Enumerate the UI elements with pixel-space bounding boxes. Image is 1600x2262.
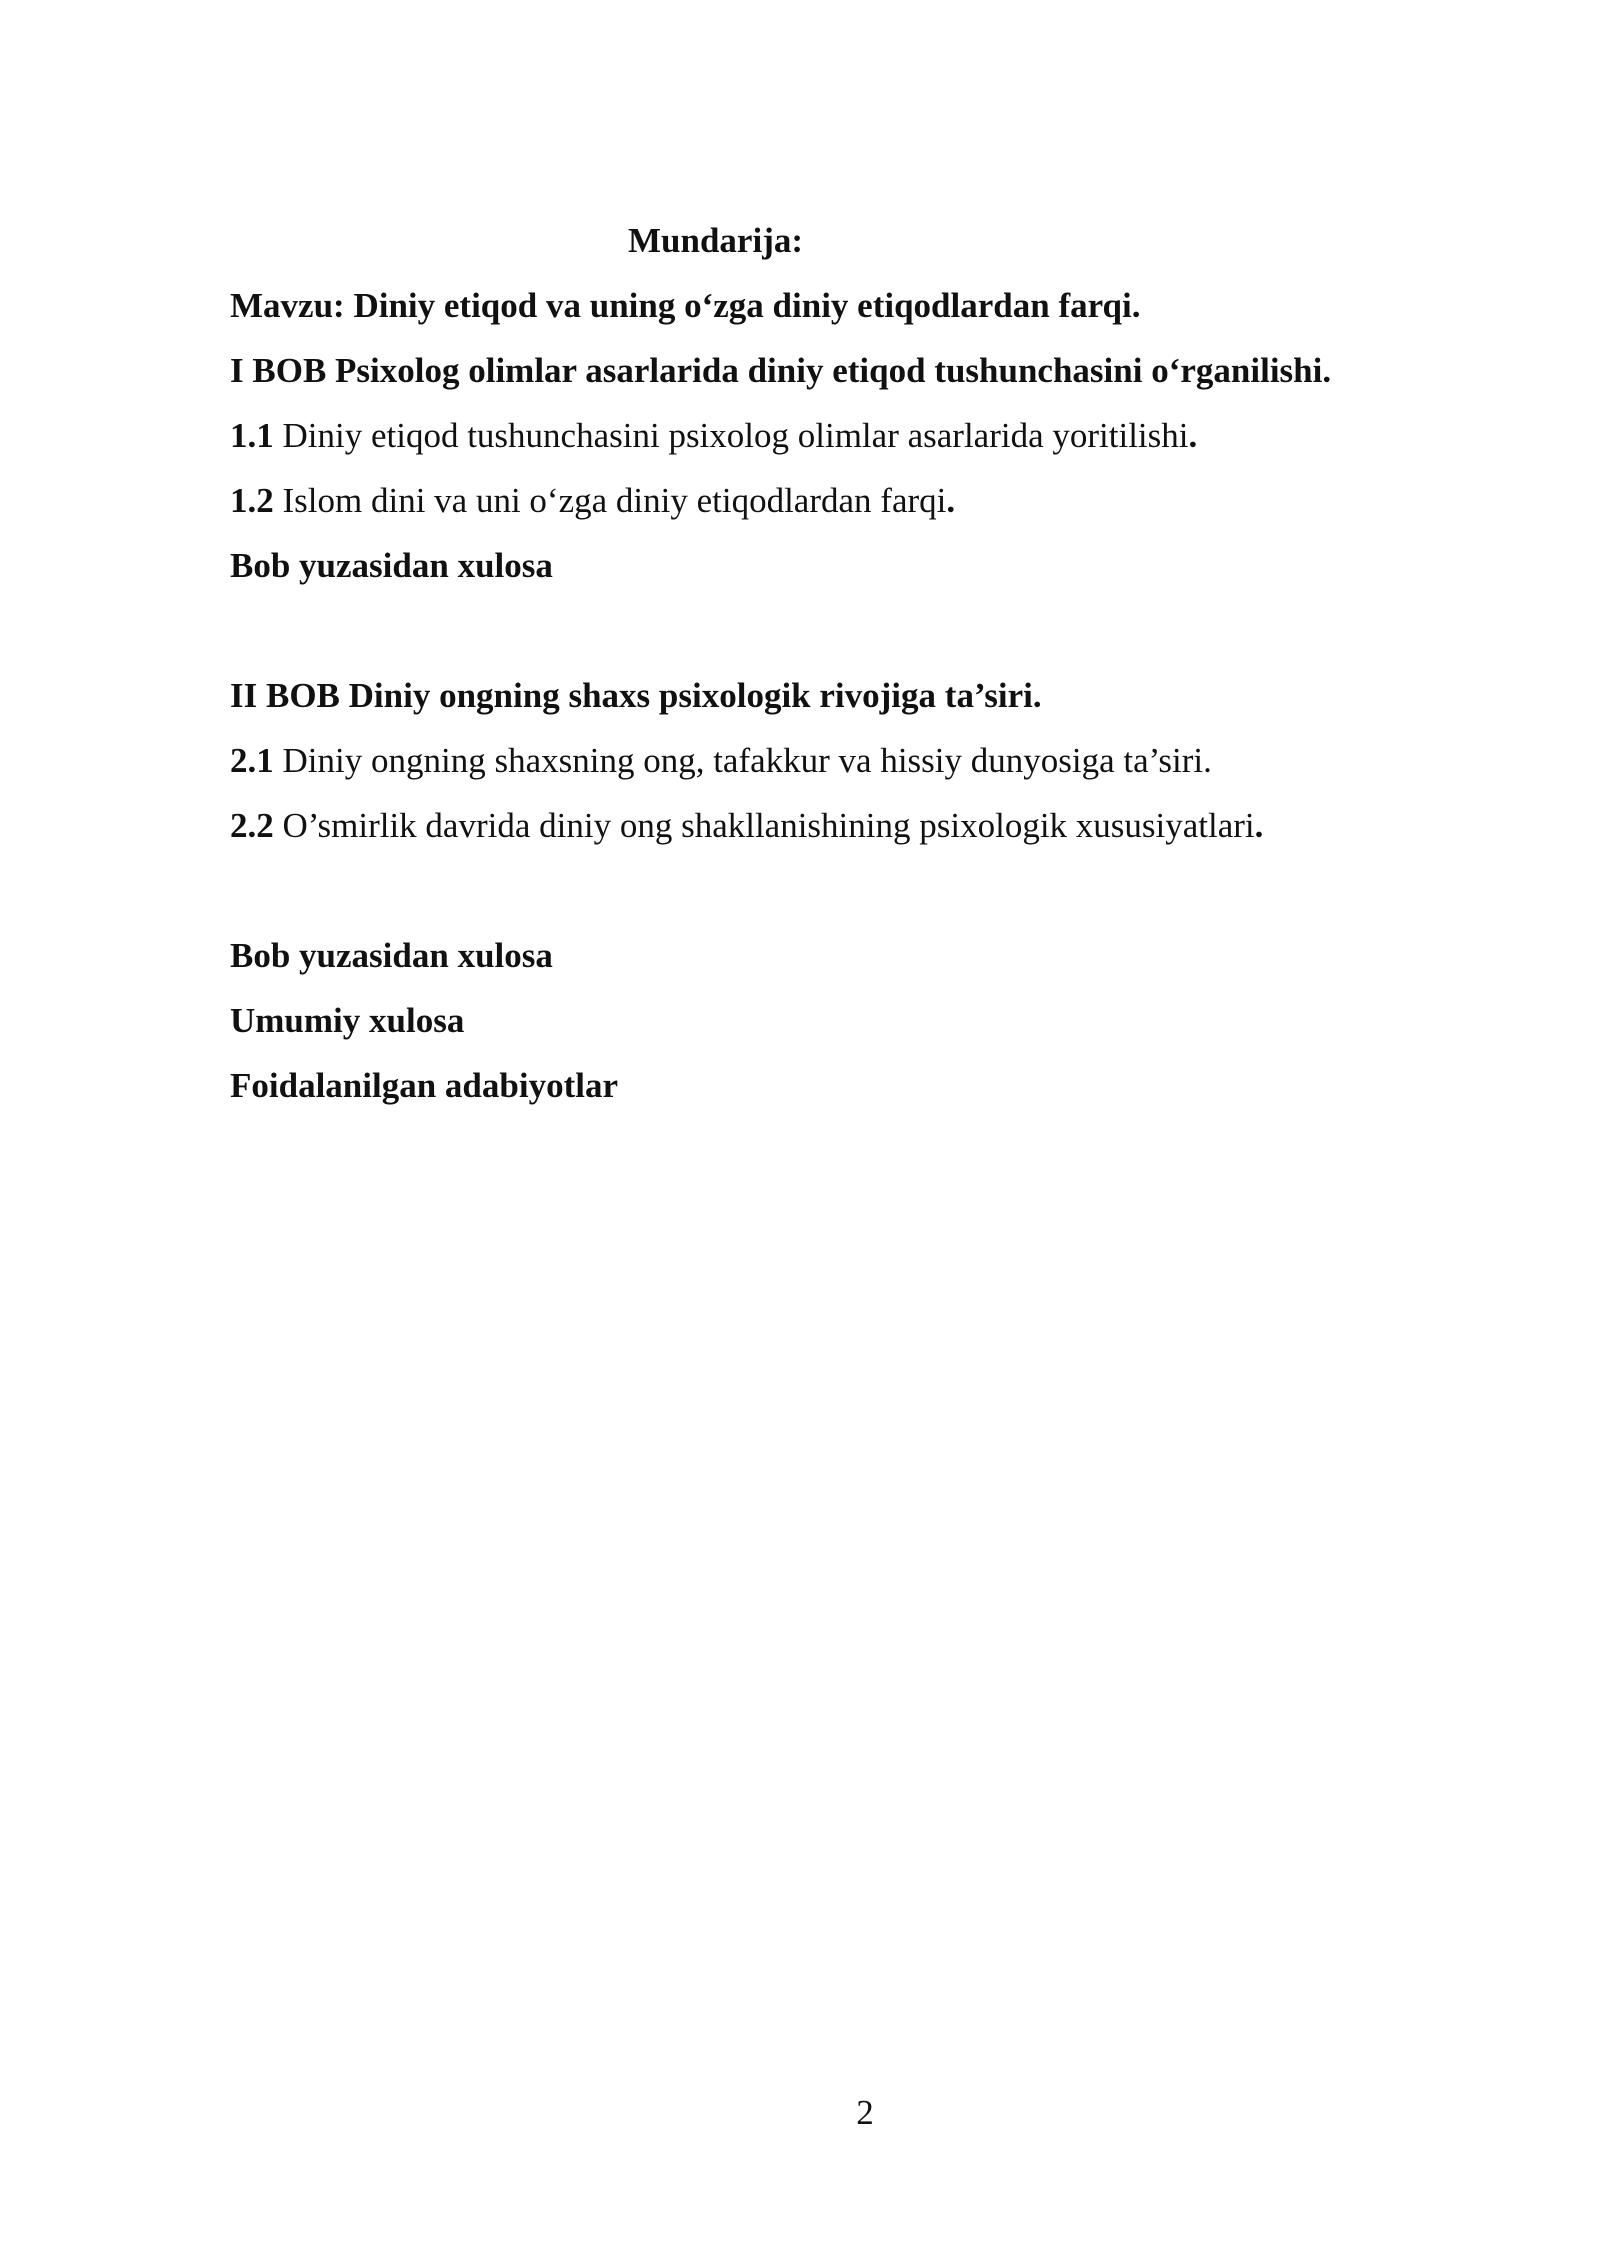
- section-text: Diniy ongning shaxsning ong, tafakkur va hissiy dunyosiga ta’siri.: [273, 741, 1212, 780]
- section-number: 1.2: [230, 481, 274, 520]
- section-2-2: [230, 801, 1263, 851]
- section-text: Islom dini va uni o‘zga diniy etiqodlardan farqi: [273, 481, 947, 520]
- references-heading: Foidalanilgan adabiyotlar: [230, 1066, 618, 1105]
- section-end: .: [1188, 416, 1198, 455]
- section-2-1: [230, 736, 1212, 786]
- section-1-2: [230, 476, 955, 526]
- section-number: 2.1: [230, 741, 274, 780]
- topic-heading: Mavzu: Diniy etiqod va uning o‘zga diniy etiqodlardan farqi.: [230, 286, 1141, 325]
- chapter-2-heading: II BOB Diniy ongning shaxs psixologik rivojiga ta’siri.: [230, 676, 1042, 715]
- toc-title: Mundarija:: [628, 221, 803, 260]
- section-end: .: [1254, 806, 1264, 845]
- chapter-2-conclusion: Bob yuzasidan xulosa: [230, 936, 553, 975]
- section-text: O’smirlik davrida diniy ong shakllanishining psixologik xususiyatlari: [273, 806, 1255, 845]
- section-1-1: [230, 411, 1197, 461]
- section-text: Diniy etiqod tushunchasini psixolog olimlar asarlarida yoritilishi: [273, 416, 1189, 455]
- section-number: 1.1: [230, 416, 274, 455]
- section-end: .: [946, 481, 956, 520]
- page-number: 2: [856, 2093, 874, 2132]
- general-conclusion: Umumiy xulosa: [230, 1001, 465, 1040]
- section-number: 2.2: [230, 806, 274, 845]
- chapter-1-conclusion: Bob yuzasidan xulosa: [230, 546, 553, 585]
- chapter-1-heading: I BOB Psixolog olimlar asarlarida diniy etiqod tushunchasini o‘rganilishi.: [230, 351, 1332, 390]
